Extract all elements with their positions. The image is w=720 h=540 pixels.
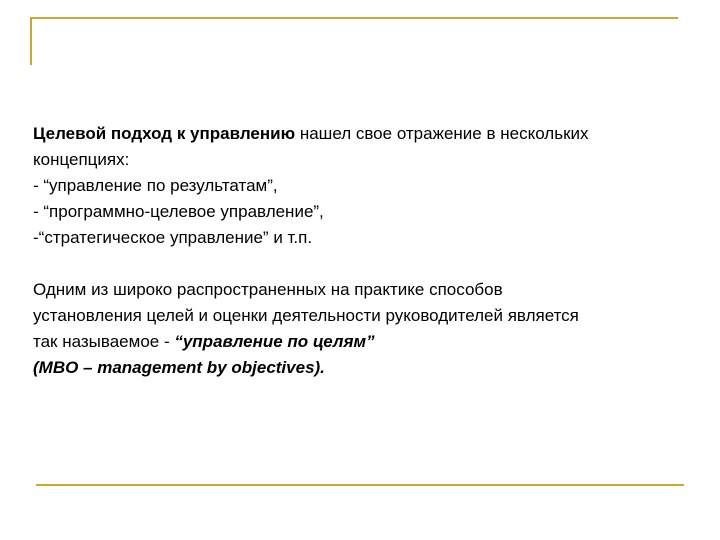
- para2-line2: установления целей и оценки деятельности руководителей является: [33, 306, 579, 325]
- paragraph-gap: [33, 251, 701, 277]
- mbo-term: “управление по целям”: [174, 332, 375, 351]
- left-decor-line: [30, 17, 32, 65]
- concept-item-1: - “управление по результатам”,: [33, 176, 278, 195]
- para2-line3-plain: так называемое -: [33, 332, 175, 351]
- para1-line1: [33, 121, 701, 147]
- lead-rest: нашел свое отражение в нескольких: [295, 124, 589, 143]
- top-decor-line: [30, 17, 678, 19]
- concept-item-3: -“стратегическое управление” и т.п.: [33, 228, 313, 247]
- para2-line3: [33, 329, 701, 355]
- para1-line2: концепциях:: [33, 150, 130, 169]
- slide-body: [33, 121, 701, 381]
- mbo-expansion: (MBO – management by objectives).: [33, 358, 325, 377]
- lead-heading: Целевой подход к управлению: [33, 124, 296, 143]
- para2-line1: Одним из широко распространенных на практике способов: [33, 280, 503, 299]
- bottom-decor-line: [36, 484, 684, 486]
- concept-item-2: - “программно-целевое управление”,: [33, 202, 324, 221]
